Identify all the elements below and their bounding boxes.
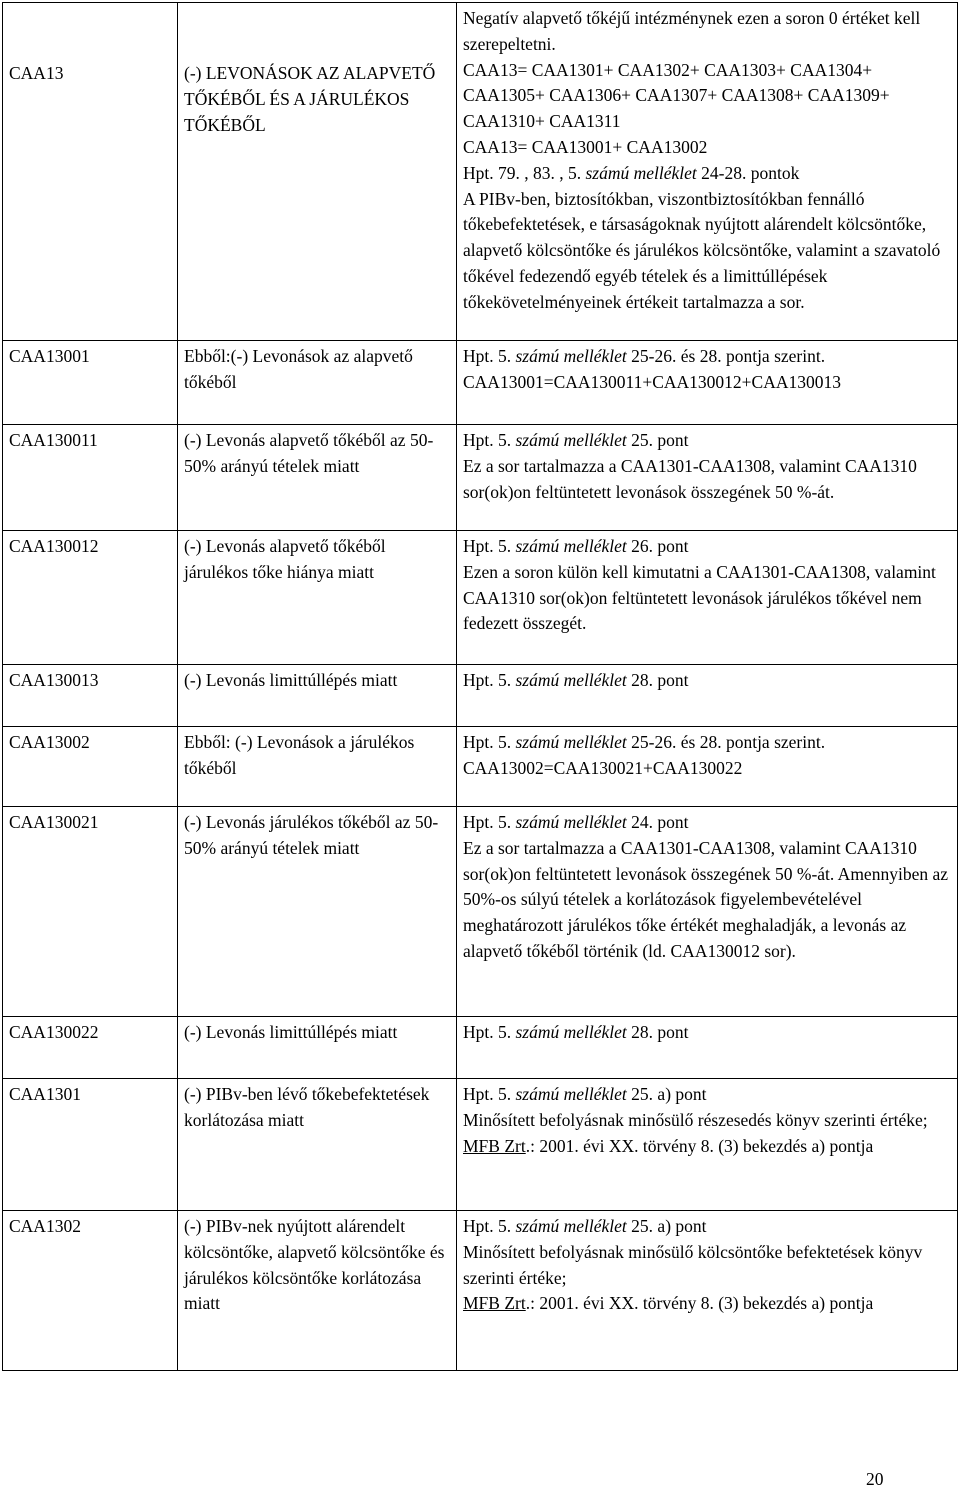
legal-reference: Hpt. 5. számú melléklet 25-26. és 28. pontja szerint. bbox=[463, 346, 826, 366]
row-name: (-) PIBv-ben lévő tőkebefektetések korlátozása miatt bbox=[178, 1079, 457, 1211]
row-description bbox=[457, 807, 958, 1017]
page-number: 20 bbox=[866, 1469, 884, 1489]
law-reference: MFB Zrt.: 2001. évi XX. törvény 8. (3) bekezdés a) pontja bbox=[463, 1135, 874, 1156]
row-name: (-) PIBv-nek nyújtott alárendelt kölcsöntőke, alapvető kölcsöntőke és járulékos kölcsöntőke korlátozása miatt bbox=[178, 1211, 457, 1371]
row-code: CAA130013 bbox=[3, 665, 178, 727]
legal-reference: Hpt. 5. számú melléklet 26. pont bbox=[463, 536, 689, 556]
table-row bbox=[3, 727, 958, 807]
row-code: CAA13002 bbox=[3, 727, 178, 807]
desc-formula: CAA13001=CAA130011+CAA130012+CAA130013 bbox=[463, 371, 842, 392]
table-row bbox=[3, 425, 958, 531]
desc-text: Ez a sor tartalmazza a CAA1301-CAA1308, valamint CAA1310 sor(ok)on feltüntetett levonások összegének 50 %-át. Amennyiben az 50%-os súlyú tételek a korlátozások figyelembevételével meghatározott járulékos tőke értékét meghaladják, a levonás az alapvető tőkéből történik (ld. CAA130012 sor). bbox=[463, 837, 948, 961]
legal-reference: Hpt. 5. számú melléklet 28. pont bbox=[463, 670, 689, 690]
table-row bbox=[3, 1017, 958, 1079]
table-row bbox=[3, 3, 958, 341]
row-code: CAA130022 bbox=[3, 1017, 178, 1079]
table-row bbox=[3, 341, 958, 425]
row-description bbox=[457, 531, 958, 665]
row-name: (-) LEVONÁSOK AZ ALAPVETŐ TŐKÉBŐL ÉS A JÁRULÉKOS TŐKÉBŐL bbox=[178, 3, 457, 341]
desc-text: Negatív alapvető tőkéjű intézménynek ezen a soron 0 értéket kell szerepeltetni. bbox=[463, 8, 921, 54]
row-code: CAA130021 bbox=[3, 807, 178, 1017]
desc-text: Ezen a soron külön kell kimutatni a CAA1301-CAA1308, valamint CAA1310 sor(ok)on feltüntetett levonások járulékos tőkével nem fedezett összegét. bbox=[463, 561, 936, 634]
desc-text: Ez a sor tartalmazza a CAA1301-CAA1308, valamint CAA1310 sor(ok)on feltüntetett levonások összegének 50 %-át. bbox=[463, 455, 917, 502]
desc-text: A PIBv-ben, biztosítókban, viszontbiztosítókban fennálló tőkebefektetések, e társaságoknak nyújtott alárendelt kölcsöntőke, alapvető kölcsöntőke és járulékos kölcsöntőke, valamint a szavatoló tőkével fedezendő egyéb tételek és a limittúllépések tőkekövetelményeinek értékeit tartalmazza a sor. bbox=[463, 188, 941, 312]
legal-reference: Hpt. 5. számú melléklet 25. pont bbox=[463, 430, 689, 450]
legal-reference: Hpt. 5. számú melléklet 24. pont bbox=[463, 812, 689, 832]
row-name: Ebből:(-) Levonások az alapvető tőkéből bbox=[178, 341, 457, 425]
row-code: CAA130012 bbox=[3, 531, 178, 665]
legal-reference: Hpt. 79. , 83. , 5. számú melléklet 24-28. pontok bbox=[463, 162, 800, 183]
legal-reference: Hpt. 5. számú melléklet 25. a) pont bbox=[463, 1216, 707, 1236]
table-row bbox=[3, 1211, 958, 1371]
law-reference: MFB Zrt.: 2001. évi XX. törvény 8. (3) bekezdés a) pontja bbox=[463, 1293, 874, 1314]
row-name: Ebből: (-) Levonások a járulékos tőkéből bbox=[178, 727, 457, 807]
row-description bbox=[457, 1017, 958, 1079]
table-row bbox=[3, 807, 958, 1017]
row-name: (-) Levonás alapvető tőkéből járulékos tőke hiánya miatt bbox=[178, 531, 457, 665]
row-description bbox=[457, 665, 958, 727]
row-name: (-) Levonás alapvető tőkéből az 50-50% arányú tételek miatt bbox=[178, 425, 457, 531]
row-code: CAA1301 bbox=[3, 1079, 178, 1211]
legal-reference: Hpt. 5. számú melléklet 28. pont bbox=[463, 1022, 689, 1042]
row-code: CAA13001 bbox=[3, 341, 178, 425]
row-description bbox=[457, 3, 958, 341]
row-code: CAA1302 bbox=[3, 1211, 178, 1371]
row-description bbox=[457, 1211, 958, 1371]
row-description bbox=[457, 727, 958, 807]
row-code: CAA130011 bbox=[3, 425, 178, 531]
desc-text: Minősített befolyásnak minősülő részesedés könyv szerinti értéke; bbox=[463, 1109, 928, 1130]
row-code: CAA13 bbox=[3, 3, 178, 341]
legal-reference: Hpt. 5. számú melléklet 25. a) pont bbox=[463, 1084, 707, 1104]
definitions-table bbox=[2, 2, 958, 1371]
row-name: (-) Levonás limittúllépés miatt bbox=[178, 665, 457, 727]
desc-text: Minősített befolyásnak minősülő kölcsöntőke befektetések könyv szerinti értéke; bbox=[463, 1241, 923, 1288]
legal-reference: Hpt. 5. számú melléklet 25-26. és 28. pontja szerint. bbox=[463, 732, 826, 752]
table-row bbox=[3, 1079, 958, 1211]
row-name: (-) Levonás járulékos tőkéből az 50-50% arányú tételek miatt bbox=[178, 807, 457, 1017]
desc-formula: CAA13= CAA13001+ CAA13002 bbox=[463, 136, 708, 157]
row-description bbox=[457, 425, 958, 531]
row-name: (-) Levonás limittúllépés miatt bbox=[178, 1017, 457, 1079]
desc-formula: CAA13002=CAA130021+CAA130022 bbox=[463, 757, 743, 778]
row-description bbox=[457, 1079, 958, 1211]
desc-formula: CAA13= CAA1301+ CAA1302+ CAA1303+ CAA1304+ CAA1305+ CAA1306+ CAA1307+ CAA1308+ CAA1309+ CAA1310+ CAA1311 bbox=[463, 59, 890, 132]
table-row bbox=[3, 665, 958, 727]
table-row bbox=[3, 531, 958, 665]
row-description bbox=[457, 341, 958, 425]
